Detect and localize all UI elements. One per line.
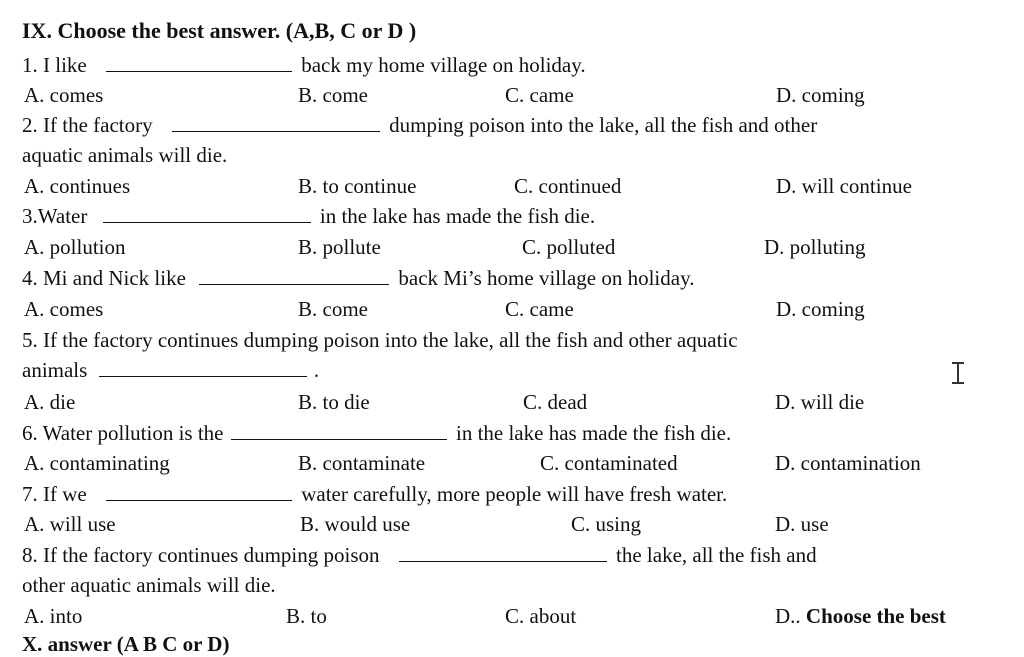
question-text: back Mi’s home village on holiday.	[398, 266, 695, 290]
question-text: water carefully, more people will have fresh water.	[301, 482, 728, 506]
question-2	[22, 112, 817, 138]
option-c: C. came	[505, 83, 574, 107]
question-5: 5. If the factory continues dumping poison into the lake, all the fish and other aquatic	[22, 328, 738, 352]
question-text: the lake, all the fish and	[616, 543, 817, 567]
option-c: C. came	[505, 297, 574, 321]
question-text: 2. If the factory	[22, 113, 153, 137]
option-b: B. contaminate	[298, 451, 426, 475]
answer-blank	[231, 421, 447, 440]
option-c: C. continued	[514, 174, 622, 198]
answer-blank	[103, 204, 311, 223]
option-d	[775, 603, 946, 629]
option-b: B. come	[298, 297, 368, 321]
answer-blank	[99, 358, 307, 377]
answer-blank	[106, 482, 292, 501]
option-b: B. to continue	[298, 174, 417, 198]
question-2-continued: aquatic animals will die.	[22, 143, 228, 167]
option-c: C. contaminated	[540, 451, 678, 475]
next-section-heading-cutoff: X. answer (A B C or D)	[22, 632, 230, 656]
option-d: D. polluting	[764, 235, 866, 259]
question-text: in the lake has made the fish die.	[455, 421, 732, 445]
option-d-label: D..	[775, 604, 806, 628]
option-d: D. coming	[776, 83, 865, 107]
option-c: C. polluted	[522, 235, 616, 259]
question-text: 8. If the factory continues dumping poison	[22, 543, 380, 567]
option-b: B. come	[298, 83, 368, 107]
option-d: D. use	[775, 512, 829, 536]
option-a: A. into	[24, 604, 83, 628]
question-text: back my home village on holiday.	[301, 53, 586, 77]
option-a: A. will use	[24, 512, 116, 536]
option-d: D. will die	[775, 390, 865, 414]
option-a: A. comes	[24, 297, 104, 321]
text-cursor-icon	[952, 362, 964, 384]
question-text: 4. Mi and Nick like	[22, 266, 186, 290]
question-8	[22, 542, 817, 568]
question-text: 3.Water	[22, 204, 88, 228]
option-c: C. about	[505, 604, 577, 628]
option-a: A. contaminating	[24, 451, 170, 475]
option-d: D. coming	[776, 297, 865, 321]
option-c: C. dead	[523, 390, 588, 414]
question-6	[22, 420, 731, 446]
question-text: animals	[22, 358, 88, 382]
question-3	[22, 203, 595, 229]
question-text: 7. If we	[22, 482, 87, 506]
question-8-continued: other aquatic animals will die.	[22, 573, 276, 597]
answer-blank	[106, 53, 292, 72]
option-b: B. to	[286, 604, 327, 628]
section-x-heading-fragment: Choose the best	[805, 604, 946, 628]
answer-blank	[199, 266, 389, 285]
question-4	[22, 265, 694, 291]
question-7	[22, 481, 727, 507]
option-d: D. contamination	[775, 451, 921, 475]
question-text: in the lake has made the fish die.	[319, 204, 596, 228]
answer-blank	[172, 113, 380, 132]
option-c: C. using	[571, 512, 642, 536]
option-a: A. pollution	[24, 235, 126, 259]
question-5-continued	[22, 357, 319, 383]
option-b: B. pollute	[298, 235, 381, 259]
question-text: 1. I like	[22, 53, 87, 77]
question-1	[22, 52, 586, 78]
option-d: D. will continue	[776, 174, 912, 198]
option-a: A. comes	[24, 83, 104, 107]
answer-blank	[399, 543, 607, 562]
question-text: .	[313, 358, 320, 382]
question-text: dumping poison into the lake, all the fish and other	[389, 113, 818, 137]
option-a: A. die	[24, 390, 76, 414]
option-b: B. would use	[300, 512, 411, 536]
section-title: IX. Choose the best answer. (A,B, C or D )	[22, 18, 417, 43]
option-a: A. continues	[24, 174, 131, 198]
option-b: B. to die	[298, 390, 370, 414]
question-text: 6. Water pollution is the	[22, 421, 224, 445]
